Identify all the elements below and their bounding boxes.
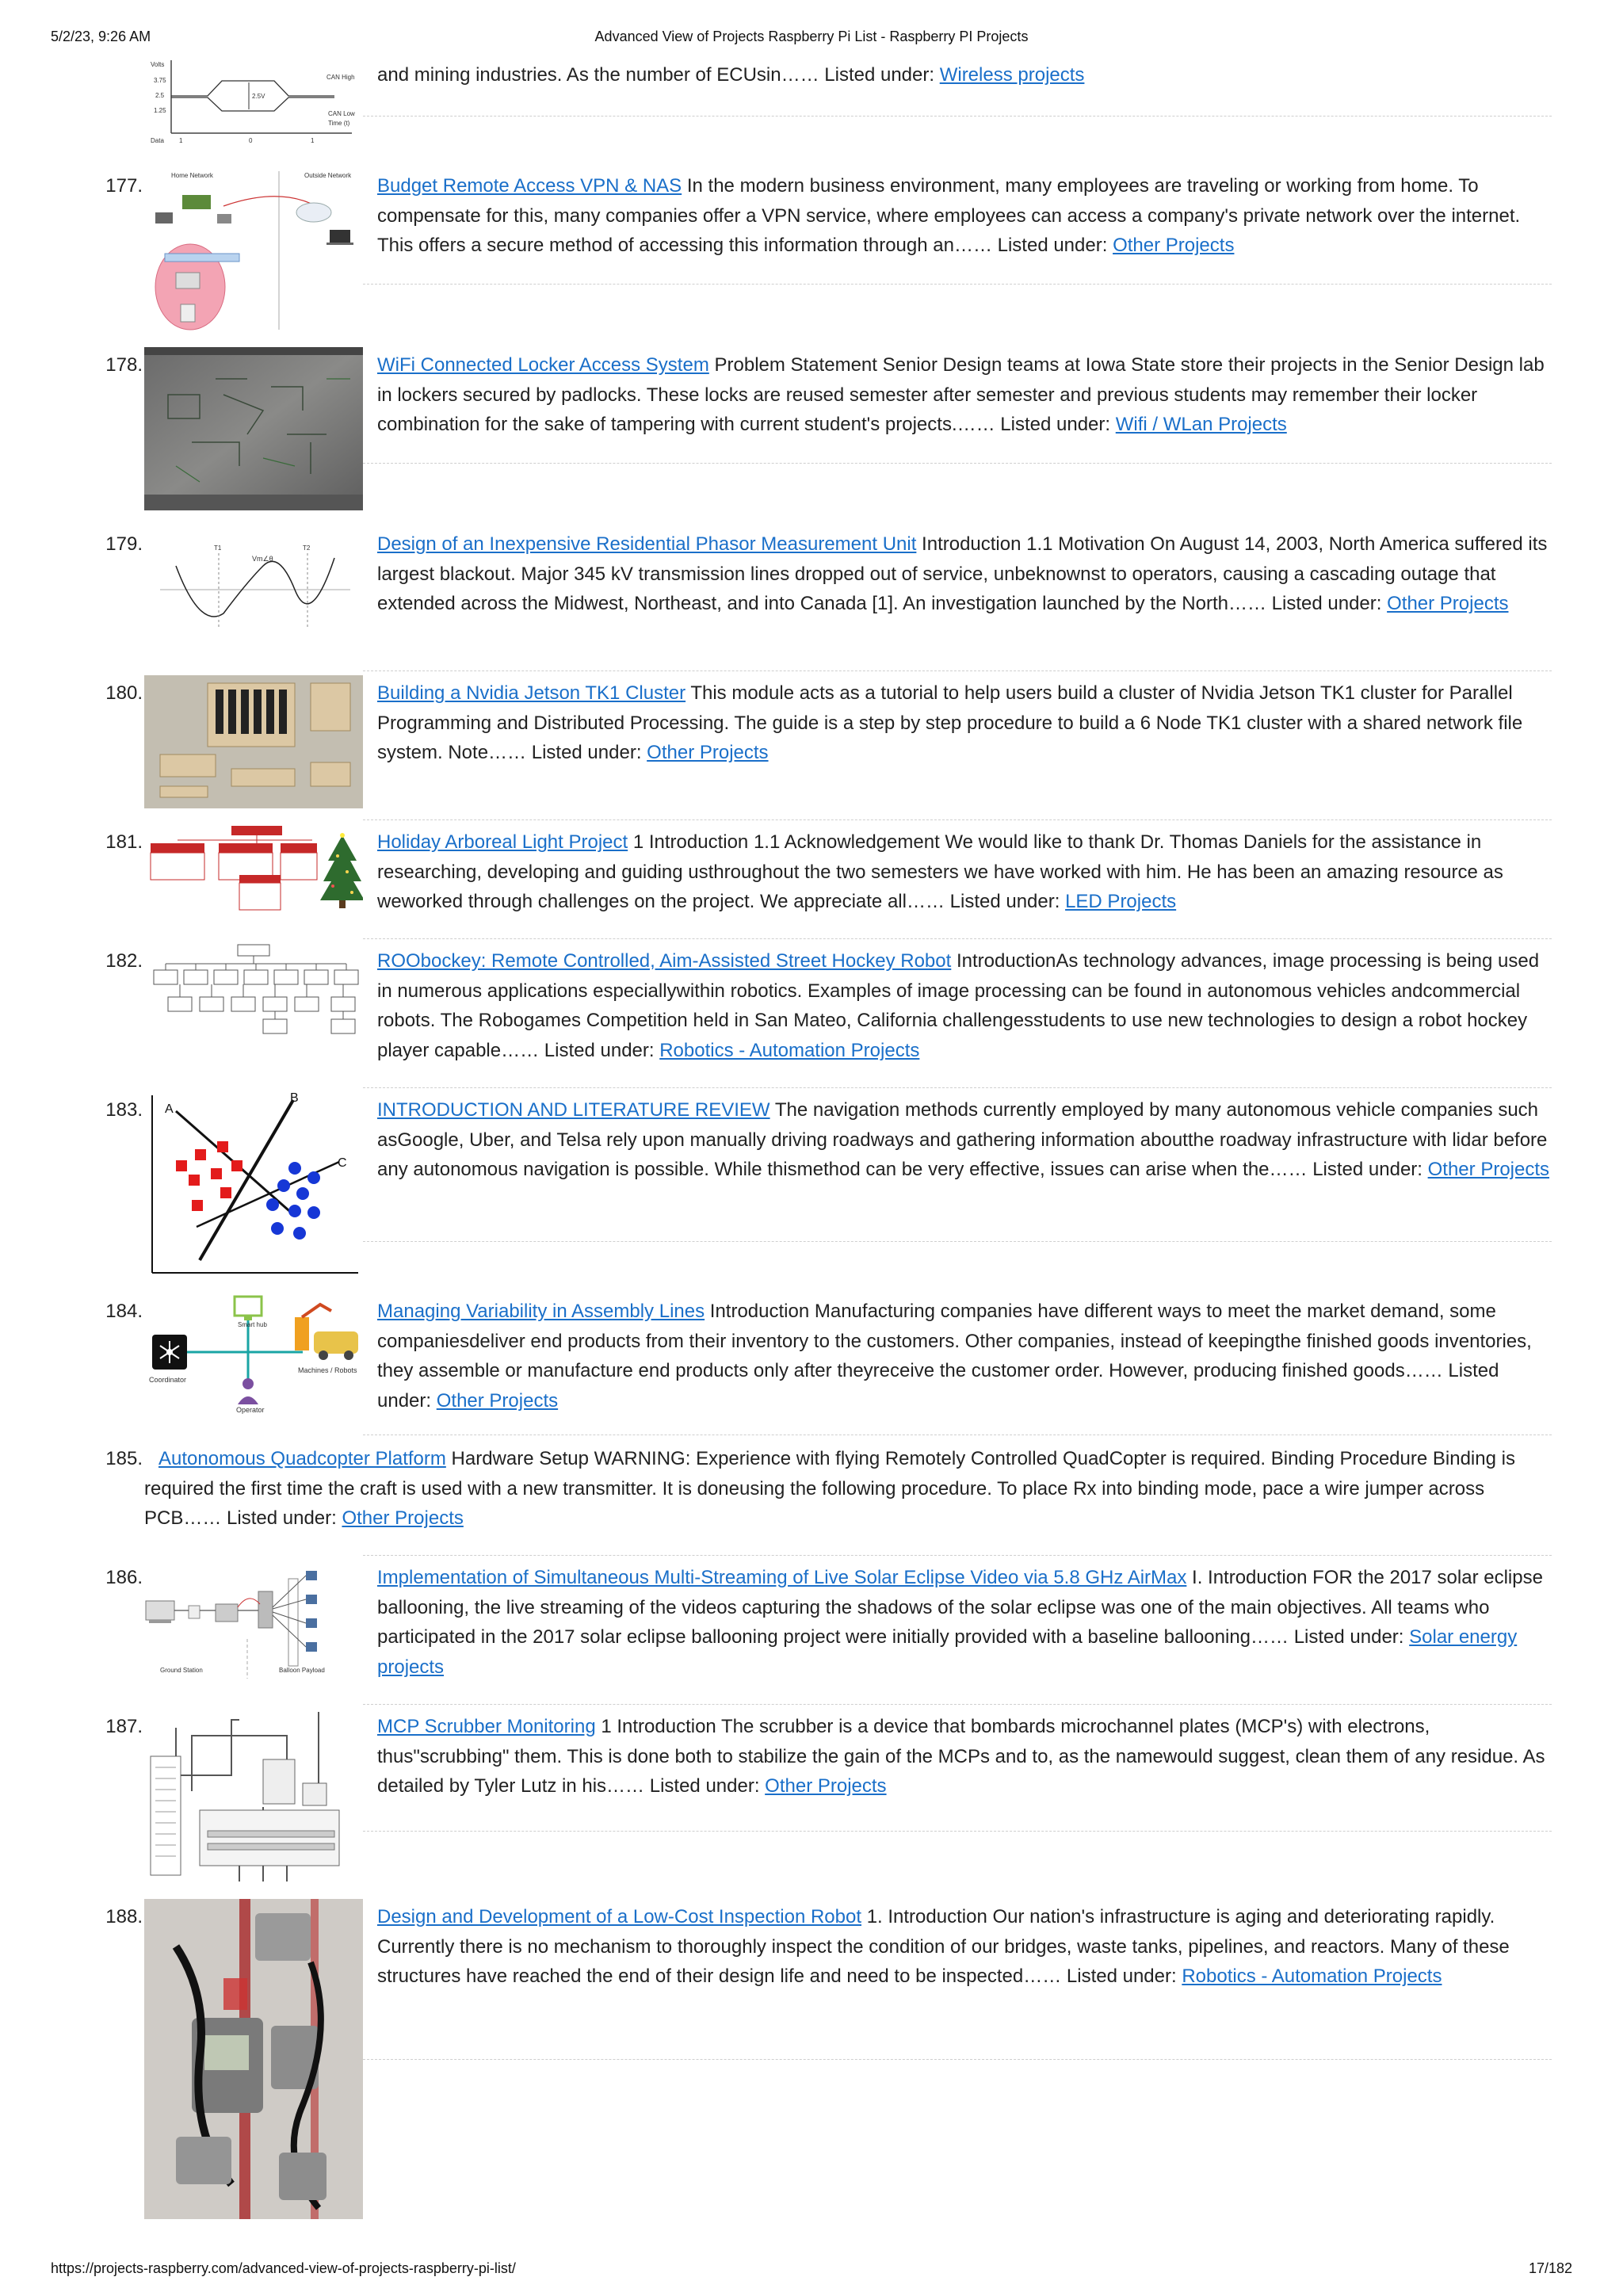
entry-description: I. Introduction FOR the 2017 solar eclipse ballooning, the live streaming of the videos capturing the shadows of the solar eclipse was one of the main objectives. All teams who participated in the 2017 solar eclipse ballooning project were initially provided with a baseline ballooning…… xyxy=(377,1567,1543,1648)
coordinator-label: Coordinator xyxy=(149,1376,187,1384)
whiteboard-photo xyxy=(144,347,363,510)
category-link[interactable]: Wifi / WLan Projects xyxy=(1115,414,1287,435)
listed-under-label: Listed under: xyxy=(377,1360,1499,1412)
listed-under-label: Listed under: xyxy=(1271,593,1382,614)
category-link[interactable]: Other Projects xyxy=(1427,1159,1550,1180)
category-link[interactable]: Robotics - Automation Projects xyxy=(659,1039,920,1061)
entry-text xyxy=(377,1297,1550,1415)
listed-under-label: Listed under: xyxy=(997,235,1108,256)
smart-hub-label: Smart hub xyxy=(238,1321,267,1328)
divider xyxy=(363,2059,1552,2060)
outside-network-label: Outside Network xyxy=(304,172,352,179)
category-link[interactable]: Other Projects xyxy=(647,742,769,763)
entry-title-link[interactable]: Holiday Arboreal Light Project xyxy=(377,831,628,853)
category-link[interactable]: Other Projects xyxy=(436,1389,559,1412)
phasor-wave-thumbnail[interactable] xyxy=(144,542,363,636)
entry-text xyxy=(377,678,1550,768)
category-link[interactable]: Other Projects xyxy=(1387,593,1509,614)
entry-description: Problem Statement Senior Design teams at Iowa State store their projects in the Senior Design lab in lockers secured by padlocks. These locks are reused semester after semester and previous students may remember their locker combination for the sake of tampering with current student's projects.…… xyxy=(377,354,1545,435)
entry-number: 185. xyxy=(105,1448,143,1469)
entry-number: 184. xyxy=(105,1301,143,1322)
entry-text xyxy=(377,827,1550,917)
divider xyxy=(363,284,1552,285)
entry-description: Introduction 1.1 Motivation On August 14, 2003, North America suffered its largest blackout. Major 345 kV transmission lines dropped out of service, unbeknownst to operators, causing a cascading outage that extended across the Midwest, Northeast, and into Canada [1]. An investigation launched by the North…… xyxy=(377,533,1548,614)
entry-description: In the modern business environment, many employees are traveling or working from home. To compensate for this, many companies offer a VPN service, where employees can access a company's private network over the internet. This offers a secure method of accessing this information through an…… xyxy=(377,175,1521,256)
entry-number: 180. xyxy=(105,682,143,704)
divider xyxy=(363,1704,1552,1705)
entry-description: Hardware Setup WARNING: Experience with flying Remotely Controlled QuadCopter is required. Binding Procedure Binding is required the first time the craft is used with a new transmitter. It is doneusing the following procedure. To place Rx into binding mode, pace a wire jumper across PCB…… xyxy=(144,1448,1515,1529)
vpn-network-diagram xyxy=(144,168,363,333)
listed-under-label: Listed under: xyxy=(824,64,935,86)
entry-description: 1 Introduction 1.1 Acknowledgement We would like to thank Dr. Thomas Daniels for the assistance in researching, developing and guiding usthroughout the two semesters we have worked with him. He has been an amazing resource as weworked through challenges on the project. We appreciate all…… xyxy=(377,831,1503,912)
entry-title-link[interactable]: INTRODUCTION AND LITERATURE REVIEW xyxy=(377,1099,770,1121)
entry-text xyxy=(377,60,1550,90)
whiteboard-thumbnail[interactable] xyxy=(144,347,363,510)
entry-number: 177. xyxy=(105,175,143,197)
category-link[interactable]: Wireless projects xyxy=(939,64,1085,86)
entry-text xyxy=(144,1444,1550,1534)
entry-description: 1. Introduction Our nation's infrastructure is aging and deteriorating rapidly. Currently there is no mechanism to thoroughly inspect the condition of our bridges, waste tanks, pipelines, and reactors. Many of these structures have reached the end of their design life and need to be inspected…… xyxy=(377,1906,1510,1987)
entry-text xyxy=(377,350,1550,440)
axis-volts-label: Volts xyxy=(151,61,165,68)
entry-description: IntroductionAs technology advances, image processing is being used in numerous applications especiallywithin robotics. Examples of image processing can be found in autonomous vehicles andcommercial robots. The Robogames Competition held in San Mateo, California challengesstudents to use new technologies to design a robot hockey player capable…… xyxy=(377,950,1540,1061)
print-page-title: Advanced View of Projects Raspberry Pi List - Raspberry PI Projects xyxy=(594,29,1029,44)
entry-title-link[interactable]: Budget Remote Access VPN & NAS xyxy=(377,175,682,197)
listed-under-label: Listed under: xyxy=(1312,1159,1423,1180)
listed-under-label: Listed under: xyxy=(531,742,642,763)
category-link[interactable]: LED Projects xyxy=(1065,891,1177,912)
balloon-payload-label: Balloon Payload xyxy=(279,1667,325,1674)
entry-title-link[interactable]: Implementation of Simultaneous Multi-Streaming of Live Solar Eclipse Video via 5.8 GHz AirMax xyxy=(377,1567,1187,1588)
phasor-formula: Vm∠θ xyxy=(252,555,273,563)
sine-wave-diagram xyxy=(144,542,363,636)
entry-text xyxy=(377,946,1550,1065)
machines-label: Machines / Robots xyxy=(298,1366,357,1374)
listed-under-label: Listed under: xyxy=(949,891,1060,912)
tick-25: 2.5 xyxy=(155,92,165,99)
assembly-line-thumbnail[interactable] xyxy=(144,1293,363,1414)
category-link[interactable]: Other Projects xyxy=(1113,235,1235,256)
divider xyxy=(363,819,1552,820)
inspection-robot-photo xyxy=(144,1899,363,2219)
t2-label: T2 xyxy=(303,544,311,552)
entry-description: Introduction Manufacturing companies have different ways to meet the market demand, some companiesdeliver end products from their inventory to the customers. Other companies, instead of keepingthe finished goods inventories, they assemble or manufacture end products only after theyreceive the customer order. However, producing finished goods…… xyxy=(377,1301,1532,1381)
airmax-thumbnail[interactable] xyxy=(144,1560,363,1679)
print-url: https://projects-raspberry.com/advanced-view-of-projects-raspberry-pi-list/ xyxy=(51,2260,516,2276)
entry-number: 179. xyxy=(105,533,143,555)
category-link[interactable]: Robotics - Automation Projects xyxy=(1182,1966,1442,1987)
print-datetime: 5/2/23, 9:26 AM xyxy=(51,29,151,44)
category-link[interactable]: Solar energy projects xyxy=(377,1626,1518,1678)
divider xyxy=(363,1831,1552,1832)
entry-title-link[interactable]: Managing Variability in Assembly Lines xyxy=(377,1301,705,1322)
entry-title-link[interactable]: ROObockey: Remote Controlled, Aim-Assisted Street Hockey Robot xyxy=(377,950,952,972)
data-bit-1: 1 xyxy=(179,137,183,144)
time-label: Time (t) xyxy=(328,120,350,127)
hockey-robot-thumbnail[interactable] xyxy=(144,943,363,1046)
vpn-diagram-thumbnail[interactable] xyxy=(144,168,363,333)
line-a-label: A xyxy=(165,1102,174,1116)
entry-description: This module acts as a tutorial to help users build a cluster of Nvidia Jetson TK1 cluster for Parallel Programming and Distributed Processing. The guide is a step by step procedure to build a 6 Node TK1 cluster with a shared network file system. Note…… xyxy=(377,682,1523,763)
assembly-line-diagram xyxy=(144,1293,363,1414)
line-b-label: B xyxy=(290,1092,299,1105)
listed-under-label: Listed under: xyxy=(1293,1626,1404,1648)
entry-title-link[interactable]: Building a Nvidia Jetson TK1 Cluster xyxy=(377,682,686,704)
entry-description: The navigation methods currently employed by many autonomous vehicle companies such asGoogle, Uber, and Telsa rely upon manually driving roadways and gathering information aboutthe roadway infrastructure with lidar before any autonomous navigation is possible. While thismethod can be very effective, issues can arise when the…… xyxy=(377,1099,1548,1180)
home-network-label: Home Network xyxy=(171,172,213,179)
entry-number: 181. xyxy=(105,831,143,853)
divider xyxy=(363,1087,1552,1088)
data-label: Data xyxy=(151,137,164,144)
entry-text xyxy=(377,529,1550,619)
entry-title-link[interactable]: Design and Development of a Low-Cost Inspection Robot xyxy=(377,1906,862,1927)
entry-text xyxy=(377,171,1550,261)
t1-label: T1 xyxy=(214,544,222,552)
can-low-label: CAN Low xyxy=(328,110,355,117)
listed-under-label: Listed under: xyxy=(649,1775,760,1797)
holiday-light-thumbnail[interactable] xyxy=(144,824,363,913)
diff-label: 2.5V xyxy=(252,93,265,100)
divider xyxy=(363,1555,1552,1556)
listed-under-label: Listed under: xyxy=(1066,1966,1177,1987)
operator-label: Operator xyxy=(236,1406,265,1414)
divider xyxy=(363,463,1552,464)
entry-text xyxy=(377,1095,1550,1185)
inspection-robot-thumbnail[interactable] xyxy=(144,1899,363,2219)
listed-under-label: Listed under: xyxy=(1000,414,1111,435)
entry-text xyxy=(377,1712,1550,1801)
entry-title-link[interactable]: WiFi Connected Locker Access System xyxy=(377,354,709,376)
entry-number: 182. xyxy=(105,950,143,972)
entry-title-link[interactable]: Design of an Inexpensive Residential Phasor Measurement Unit xyxy=(377,533,917,555)
hockey-robot-block-diagram xyxy=(144,943,363,1046)
can-bus-diagram xyxy=(144,57,363,146)
entry-description: and mining industries. As the number of ECUsin…… xyxy=(377,64,819,86)
divider xyxy=(363,670,1552,671)
airmax-network-diagram xyxy=(144,1560,363,1679)
divider xyxy=(363,1241,1552,1242)
can-high-label: CAN High xyxy=(327,74,355,81)
line-c-label: C xyxy=(338,1156,347,1170)
divider xyxy=(363,116,1552,117)
holiday-light-diagram xyxy=(144,824,363,913)
jetson-cluster-photo xyxy=(144,675,363,808)
divider xyxy=(363,938,1552,939)
entry-number: 178. xyxy=(105,354,143,376)
listed-under-label: Listed under: xyxy=(544,1039,655,1061)
entry-description: 1 Introduction The scrubber is a device that bombards microchannel plates (MCP's) with electrons, thus"scrubbing" them. This is done both to stabilize the gain of the MCPs and to, as the namewould suggest, clean them of any residue. As detailed by Tyler Lutz in his…… xyxy=(377,1716,1545,1797)
data-bit-1b: 1 xyxy=(311,137,315,144)
entry-text xyxy=(377,1902,1550,1992)
classifier-plot-thumbnail[interactable] xyxy=(144,1092,363,1276)
ground-station-label: Ground Station xyxy=(160,1667,203,1674)
mcp-wiring-diagram xyxy=(144,1712,363,1883)
tick-375: 3.75 xyxy=(154,77,166,84)
mcp-scrubber-thumbnail[interactable] xyxy=(144,1712,363,1883)
can-bus-diagram-thumbnail xyxy=(144,57,363,146)
entry-title-link[interactable]: MCP Scrubber Monitoring xyxy=(377,1716,596,1737)
entry-number: 186. xyxy=(105,1567,143,1588)
listed-under-label: Listed under: xyxy=(227,1507,337,1529)
category-link[interactable]: Other Projects xyxy=(342,1507,464,1529)
entry-number: 183. xyxy=(105,1099,143,1121)
category-link[interactable]: Other Projects xyxy=(765,1775,887,1797)
entry-text xyxy=(377,1563,1550,1682)
entry-number: 188. xyxy=(105,1906,143,1927)
print-page-number: 17/182 xyxy=(1528,2260,1572,2276)
entry-number: 187. xyxy=(105,1716,143,1737)
data-bit-0: 0 xyxy=(249,137,253,144)
entry-title-link[interactable]: Autonomous Quadcopter Platform xyxy=(158,1448,446,1469)
svm-classifier-plot xyxy=(144,1092,363,1276)
jetson-cluster-thumbnail[interactable] xyxy=(144,675,363,808)
tick-125: 1.25 xyxy=(154,107,166,114)
